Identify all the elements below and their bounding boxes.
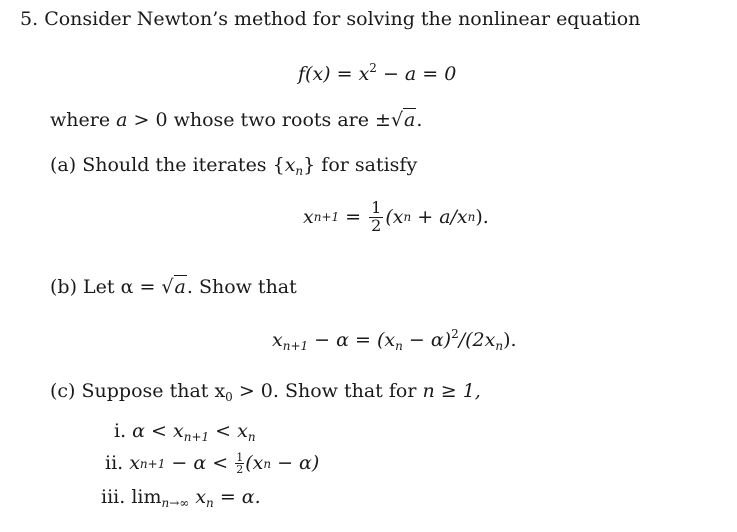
item-ii-label: ii. [105,452,124,474]
item-i-a: α < x [132,420,184,442]
roots-mid: > 0 whose two roots are ± [127,109,391,131]
roots-cond: a [116,109,128,131]
item-ii-sub1: n+1 [139,456,166,471]
item-ii-sub2: n [263,456,272,471]
part-c-item-iii [101,488,261,509]
item-ii-a: x [129,452,140,474]
part-c-sub0: 0 [225,390,233,404]
part-a-var: x [284,154,296,176]
part-b-text-after: . Show that [186,276,297,298]
part-b-label: (b) [50,276,77,298]
part-a-text-before: Should the iterates { [82,154,285,176]
formula-a-lhs: x [303,205,314,228]
sqrt-a: √a [390,109,416,131]
item-i-sub1: n+1 [183,430,210,444]
part-c-text-mid: > 0. Show that for [232,380,423,402]
formula-a-sub1: n [403,210,412,225]
part-a-line [50,156,417,177]
item-i-b: < x [209,420,248,442]
formula-b-lhs-sub: n+1 [282,339,309,353]
part-a-var-sub: n [295,164,304,178]
formula-a-sub2: n [467,210,476,225]
main-equation [298,62,456,84]
part-c-line [50,382,481,403]
part-c-item-i [114,422,256,443]
part-a-text-after: } for satisfy [303,154,418,176]
item-ii-frac: $\frac{1}{2}$ [236,451,244,476]
problem-intro-line [20,10,640,29]
part-b-sqrt: √a [161,276,186,298]
part-c-text-before: Suppose that x [81,380,226,402]
part-a-formula [303,200,489,235]
item-i-label: i. [114,420,127,442]
formula-b-sub2: n [495,339,504,353]
item-ii-c: (x [245,452,264,474]
problem-number: 5. [20,8,39,30]
formula-b-sub1: n [395,339,403,353]
item-iii-sub1: n [206,496,214,510]
item-iii-a: x [189,486,207,508]
part-a-label: (a) [50,154,77,176]
equation-eq: = x [330,63,370,85]
formula-b-end: ). [503,329,517,351]
formula-a-frac: $\frac{1}{2}$ [371,198,382,235]
part-c-item-ii [105,452,319,475]
roots-prefix: where [50,109,117,131]
formula-b-mid2: − α) [402,329,452,351]
equation-power: 2 [369,61,377,75]
part-c-n-cond: n ≥ 1, [422,380,481,402]
item-i-sub2: n [247,430,256,444]
part-b-text-before: Let α = [83,276,162,298]
equation-rest: − a = 0 [376,63,457,85]
part-c-label: (c) [50,380,76,402]
formula-b-power: 2 [451,327,459,341]
formula-a-rhs-open: (x [385,205,404,228]
formula-a-mid: + a/x [411,205,468,228]
item-iii-label: iii. [101,486,126,508]
formula-b-mid3: /(2x [458,329,496,351]
formula-b-mid: − α = (x [308,329,396,351]
item-iii-lim-sub: n→∞ [161,496,190,510]
item-iii-lim: lim [131,486,162,508]
formula-a-close: ). [475,205,489,228]
problem-intro: Consider Newton’s method for solving the nonlinear equation [44,8,641,30]
formula-a-lhs-sub: n+1 [313,210,340,225]
part-b-formula [272,328,517,352]
formula-a-eq: = [339,205,368,228]
formula-b-lhs: x [272,329,283,351]
part-b-line [50,278,297,297]
equation-lhs: f(x) [298,63,331,85]
roots-end: . [416,109,423,131]
item-ii-d: − α) [271,452,320,474]
item-ii-b: − α < [165,452,235,474]
roots-line [50,111,422,130]
item-iii-b: = α. [213,486,261,508]
